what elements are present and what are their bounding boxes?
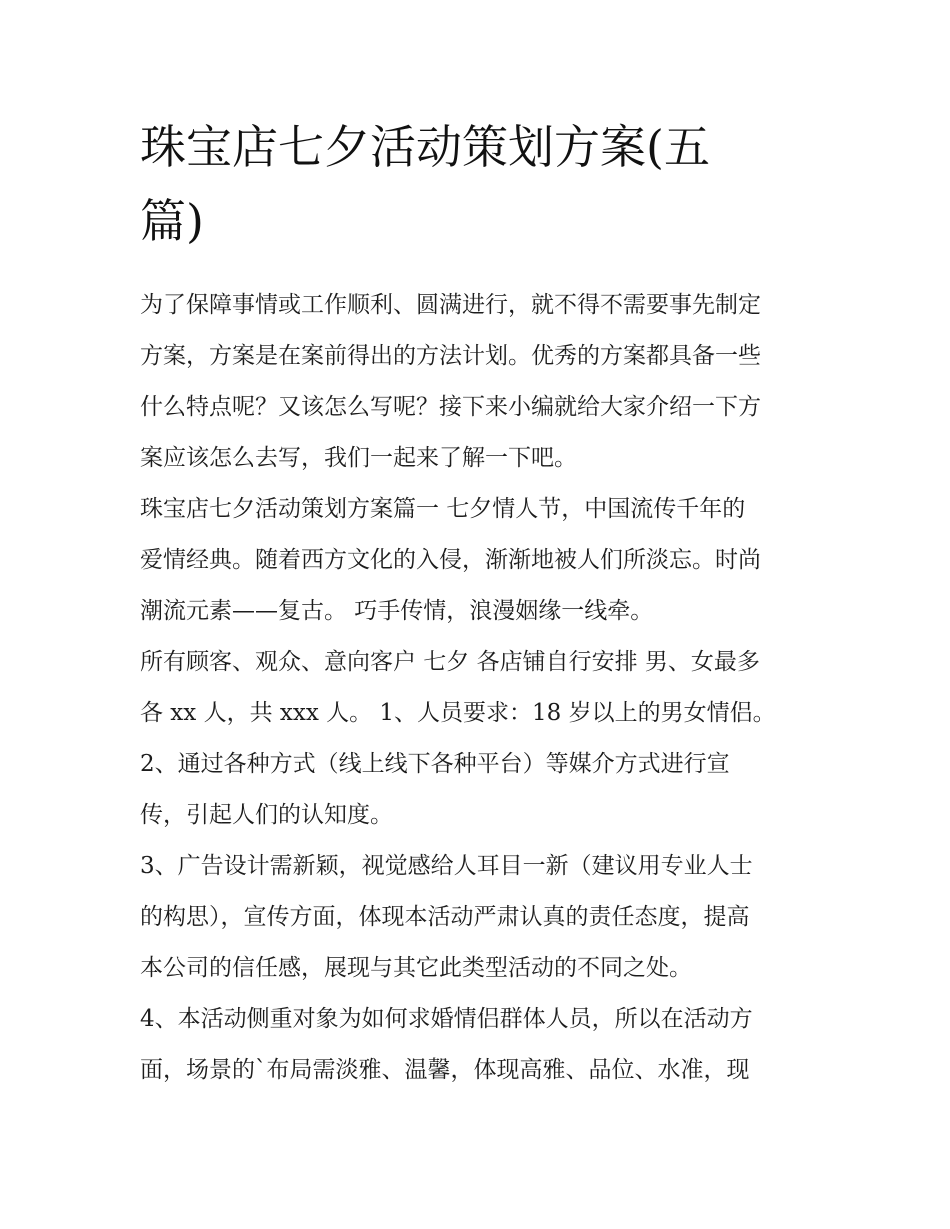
- body-line: 本公司的信任感，展现与其它此类型活动的不同之处。: [140, 955, 692, 981]
- body-line: 方案，方案是在案前得出的方法计划。优秀的方案都具备一些: [140, 343, 761, 369]
- body-line: 2、通过各种方式（线上线下各种平台）等媒介方式进行宣: [140, 751, 730, 777]
- body-line: 4、本活动侧重对象为如何求婚情侣群体人员，所以在活动方: [140, 1006, 753, 1032]
- document-title: [140, 110, 820, 258]
- body-line: 面，场景的`布局需淡雅、温馨，体现高雅、品位、水准，现: [140, 1057, 750, 1083]
- body-line: 传，引起人们的认知度。: [140, 802, 393, 828]
- title-line: 篇): [140, 194, 204, 248]
- body-line: 所有顾客、观众、意向客户 七夕 各店铺自行安排 男、女最多: [140, 649, 760, 675]
- body-line: 什么特点呢？又该怎么写呢？接下来小编就给大家介绍一下方: [140, 394, 761, 420]
- body-line: 潮流元素——复古。 巧手传情，浪漫姻缘一线牵。: [140, 598, 654, 624]
- document-body: [140, 280, 820, 1096]
- body-line: 为了保障事情或工作顺利、圆满进行，就不得不需要事先制定: [140, 292, 761, 318]
- body-line: 3、广告设计需新颖，视觉感给人耳目一新（建议用专业人士: [140, 853, 753, 879]
- body-line: 案应该怎么去写，我们一起来了解一下吧。: [140, 445, 577, 471]
- title-line: 珠宝店七夕活动策划方案(五: [140, 120, 710, 174]
- body-line: 各 xx 人，共 xxx 人。 1、人员要求：18 岁以上的男女情侣。: [140, 700, 776, 726]
- body-line: 珠宝店七夕活动策划方案篇一 七夕情人节，中国流传千年的: [140, 496, 746, 522]
- body-line: 爱情经典。随着西方文化的入侵，渐渐地被人们所淡忘。时尚: [140, 547, 761, 573]
- body-line: 的构思），宣传方面，体现本活动严肃认真的责任态度，提高: [140, 904, 750, 930]
- document-content: [140, 110, 820, 1096]
